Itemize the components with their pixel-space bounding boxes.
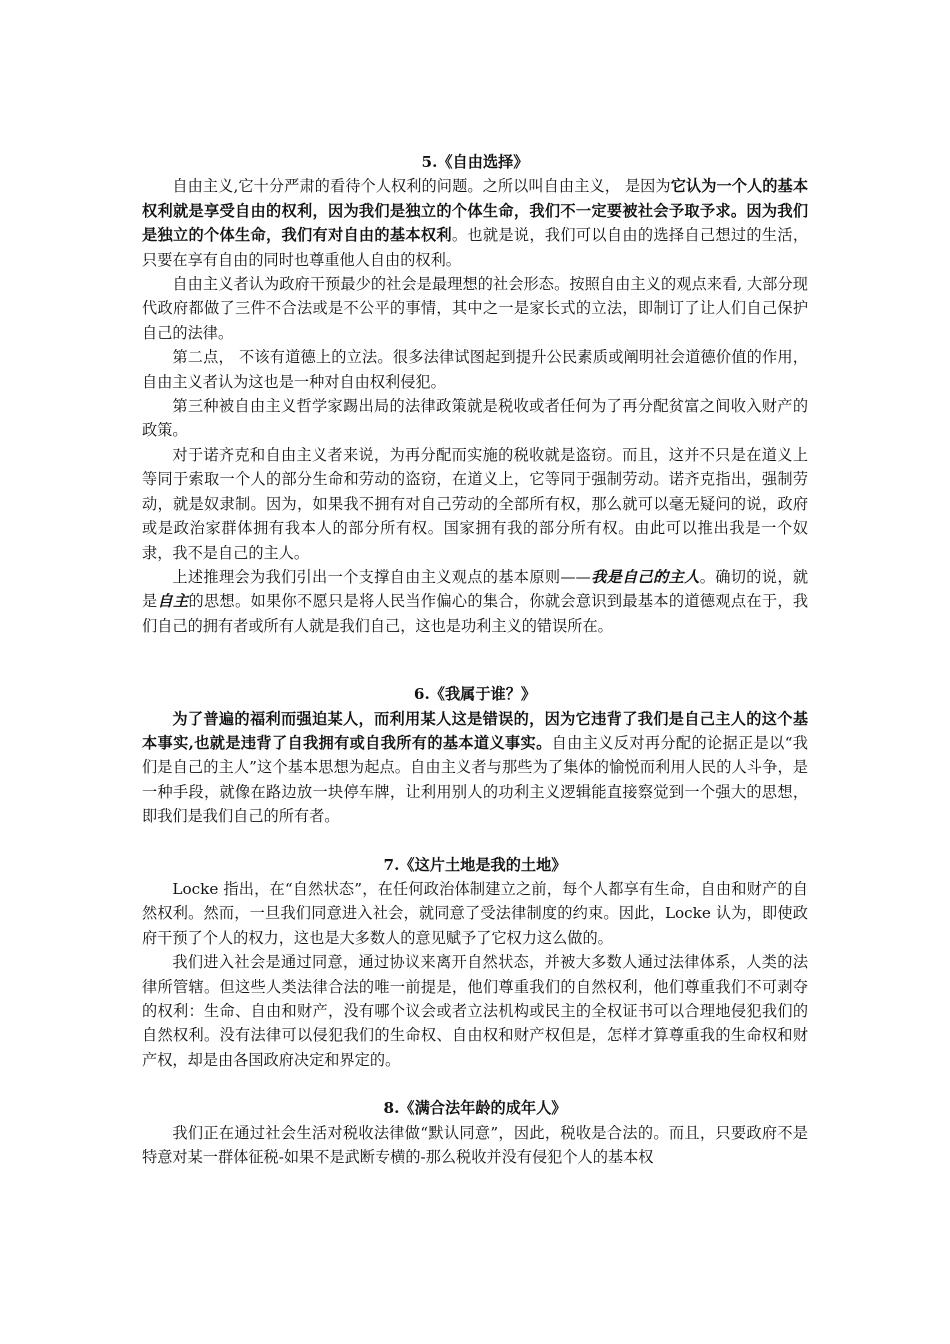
section-title: 5.《自由选择》	[421, 153, 529, 171]
paragraph: 自由主义,它十分严肃的看待个人权利的问题。之所以叫自由主义， 是因为它认为一个人的基本权利就是享受自由的权利，因为我们是独立的个体生命，我们不一定要被社会予取予求。因为我们是独立的个体生命，我们有对自由的基本权利。也就是说，我们可以自由的选择自己想过的生活，只要在享有自由的同时也尊重他人自由的权利。	[142, 177, 809, 269]
section-gap	[142, 638, 808, 682]
section-5	[142, 150, 808, 638]
paragraph: 我们进入社会是通过同意，通过协议来离开自然状态，并被大多数人通过法律体系，人类的法律所管辖。但这些人类法律合法的唯一前提是，他们尊重我们的自然权利，他们尊重我们不可剥夺的权利：生命、自由和财产，没有哪个议会或者立法机构或民主的全权证书可以合理地侵犯我们的自然权利。没有法律可以侵犯我们的生命权、自由权和财产权但是，怎样才算尊重我的生命权和财产权，却是由各国政府决定和界定的。	[142, 953, 808, 1069]
section-title: 7.《这片土地是我的土地》	[383, 855, 567, 874]
paragraph: 第三种被自由主义哲学家踢出局的法律政策就是税收或者任何为了再分配贫富之间收入财产的政策。	[142, 397, 808, 440]
section-8	[142, 1096, 808, 1169]
section-gap	[142, 1072, 808, 1096]
section-6	[142, 682, 808, 828]
section-7	[142, 853, 808, 1073]
section-gap	[142, 829, 808, 853]
document-page	[142, 150, 808, 1169]
section-title: 6.《我属于谁？》	[413, 685, 537, 704]
section-title: 8.《满合法年龄的成年人》	[383, 1099, 567, 1118]
paragraph: Locke 指出，在“自然状态”，在任何政治体制建立之前，每个人都享有生命，自由和财产的自然权利。然而，一旦我们同意进入社会，就同意了受法律制度的约束。因此，Locke 认为，即使政府干预了个人的权力，这也是大多数人的意见赋予了它权力这么做的。	[142, 879, 808, 947]
paragraph: 对于诺齐克和自由主义者来说，为再分配而实施的税收就是盗窃。而且，这并不只是在道义上等同于索取一个人的部分生命和劳动的盗窃，在道义上，它等同于强制劳动。诺齐克指出，强制劳动，就是奴隶制。因为，如果我不拥有对自己劳动的全部所有权，那么就可以毫无疑问的说，政府或是政治家群体拥有我本人的部分所有权。国家拥有我的部分所有权。由此可以推出我是一个奴隶，我不是自己的主人。	[142, 445, 808, 562]
paragraph: 为了普遍的福利而强迫某人，而利用某人这是错误的，因为它违背了我们是自己主人的这个基本事实,也就是违背了自我拥有或自我所有的基本道义事实。自由主义反对再分配的论据正是以“我们是自己的主人”这个基本思想为起点。自由主义者与那些为了集体的愉悦而利用人民的人斗争，是一种手段，就像在路边放一块停车牌，让利用别人的功利主义逻辑能直接察觉到一个强大的思想，即我们是我们自己的所有者。	[142, 709, 808, 826]
paragraph: 我们正在通过社会生活对税收法律做“默认同意”，因此，税收是合法的。而且，只要政府不是特意对某一群体征税-如果不是武断专横的-那么税收并没有侵犯个人的基本权	[142, 1123, 808, 1167]
paragraph: 自由主义者认为政府干预最少的社会是最理想的社会形态。按照自由主义的观点来看, 大部分现代政府都做了三件不合法或是不公平的事情，其中之一是家长式的立法，即制订了让人们自己保护自己的法律。	[142, 275, 808, 342]
paragraph: 上述推理会为我们引出一个支撑自由主义观点的基本原则——我是自己的主人。确切的说，就是自主的思想。如果你不愿只是将人民当作偏心的集合，你就会意识到最基本的道德观点在于，我们自己的拥有者或所有人就是我们自己，这也是功利主义的错误所在。	[142, 567, 809, 635]
paragraph: 第二点， 不该有道德上的立法。很多法律试图起到提升公民素质或阐明社会道德价值的作用，自由主义者认为这也是一种对自由权利侵犯。	[142, 348, 808, 391]
